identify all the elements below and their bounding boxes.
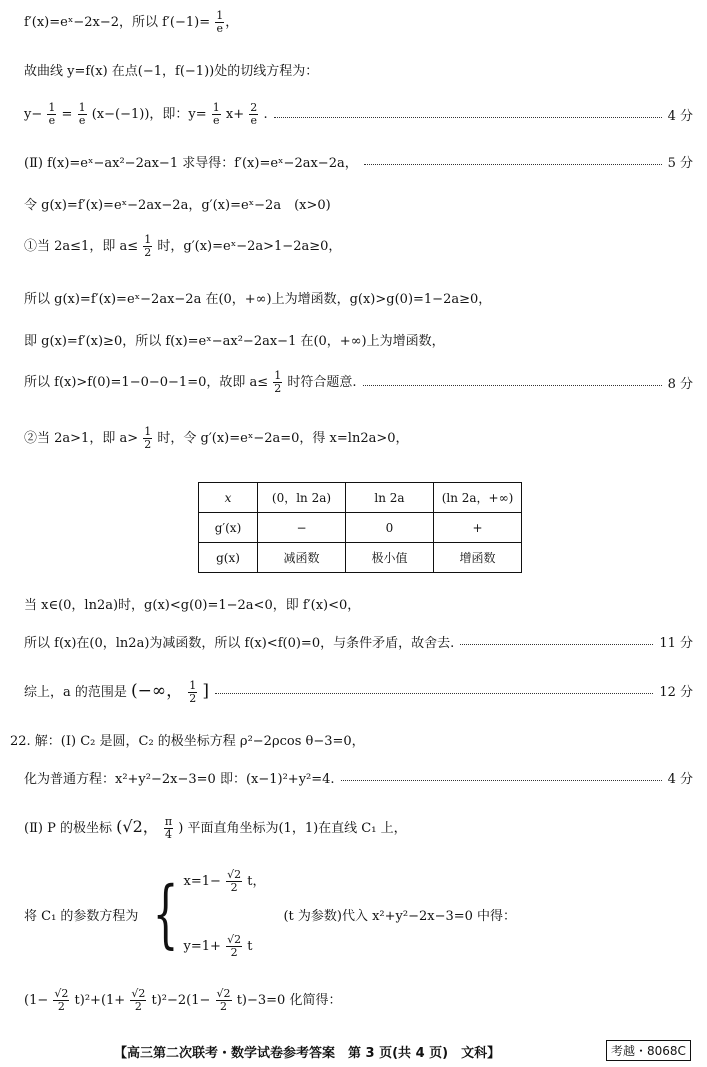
line-g-increasing	[24, 288, 693, 307]
document-code-badge: 考越・8068C	[606, 1040, 691, 1061]
score-label: 11 分	[659, 636, 693, 651]
denominator: e	[48, 114, 56, 127]
fraction	[226, 869, 242, 894]
score-label: 4 分	[667, 109, 693, 124]
numerator: √2	[227, 868, 242, 881]
table-cell: 0	[346, 513, 434, 543]
table-cell: 极小值	[346, 543, 434, 573]
line-text: f′(x)=eˣ−2x−2，所以 f′(−1)= $\frac{1}{e}$ ，	[24, 9, 239, 35]
text: t，	[247, 874, 266, 889]
dotted-leader	[460, 644, 653, 645]
line-text: 令 g(x)=f′(x)=eˣ−2ax−2a，g′(x)=eˣ−2a (x>0)	[24, 198, 331, 213]
text: ②当 2a>1，即 a>	[24, 431, 139, 446]
fraction	[215, 10, 224, 35]
line-text	[24, 988, 341, 1013]
denominator: 4	[165, 828, 173, 841]
numerator: 1	[212, 101, 220, 114]
denominator: e	[250, 114, 258, 127]
text: .	[263, 107, 268, 122]
numerator: 2	[250, 101, 258, 114]
text: ]	[202, 681, 209, 701]
fraction	[47, 102, 56, 127]
dotted-leader	[363, 385, 662, 386]
text: =	[61, 107, 73, 122]
dotted-leader	[364, 164, 662, 165]
line-substituted-equation	[24, 988, 693, 1013]
line-text	[24, 426, 409, 451]
line-tangent-intro	[24, 60, 693, 79]
fraction	[164, 816, 173, 841]
fraction	[78, 102, 87, 127]
table-cell: 增函数	[434, 543, 522, 573]
fraction	[143, 426, 152, 451]
page-footer	[0, 1040, 707, 1060]
line-text: 所以 f(x)在(0，ln2a)为减函数，所以 f(x)<f(0)=0，与条件矛盾，故舍去.	[24, 636, 455, 651]
score-label: 4 分	[667, 772, 693, 787]
denominator: 2	[189, 692, 197, 705]
fraction	[188, 680, 197, 705]
line-text: 22. 解：(Ⅰ) C₂ 是圆，C₂ 的极坐标方程 ρ²−2ρcos θ−3=0，	[10, 734, 365, 749]
numerator: √2	[227, 933, 242, 946]
fraction	[130, 988, 146, 1013]
table-cell: ln 2a	[346, 483, 434, 513]
denominator: 2	[57, 1000, 65, 1013]
denominator: 2	[144, 246, 152, 259]
fraction	[273, 370, 282, 395]
text: (√2，	[116, 817, 159, 836]
line-text	[24, 370, 357, 395]
denominator: 2	[220, 1000, 228, 1013]
numerator: √2	[54, 987, 69, 1000]
denominator: e	[213, 114, 220, 127]
line-case-two	[24, 426, 693, 451]
line-polar-point	[24, 814, 693, 841]
table-row	[199, 513, 522, 543]
denominator: 2	[144, 438, 152, 451]
denominator: 2	[230, 881, 238, 894]
table-cell: +	[434, 513, 522, 543]
fraction	[143, 234, 152, 259]
text: 综上，a 的范围是	[24, 685, 127, 700]
table-cell: −	[258, 513, 346, 543]
equation-y	[184, 934, 266, 959]
numerator: 1	[144, 425, 152, 438]
table-cell: (ln 2a，+∞)	[434, 483, 522, 513]
dotted-leader	[274, 117, 662, 118]
line-text	[24, 676, 209, 705]
fraction	[53, 988, 69, 1013]
parametric-equation-block	[24, 868, 516, 960]
line-summary-range	[24, 676, 693, 705]
text: t	[247, 939, 253, 954]
line-derivative-at-minus-one	[24, 10, 693, 35]
line-g-negative	[24, 594, 693, 613]
score-label: 8 分	[667, 377, 693, 392]
text: 时符合题意.	[287, 375, 357, 390]
line-standard-equation	[24, 768, 693, 787]
line-text: 即 g(x)=f′(x)≥0，所以 f(x)=eˣ−ax²−2ax−1 在(0，+∞)上为增函数，	[24, 334, 445, 349]
text: y=1+	[183, 939, 221, 954]
text: 所以 f(x)>f(0)=1−0−0−1=0，故即 a≤	[24, 375, 269, 390]
table-row	[199, 483, 522, 513]
dotted-leader	[215, 693, 653, 694]
line-text	[24, 102, 268, 127]
line-text: 故曲线 y=f(x) 在点(−1，f(−1))处的切线方程为：	[24, 64, 319, 79]
fraction	[226, 934, 242, 959]
text: x+	[225, 107, 245, 122]
line-part2-derivative	[24, 152, 693, 171]
text: y−	[24, 107, 43, 122]
denominator: 2	[274, 382, 282, 395]
score-label: 12 分	[659, 685, 693, 700]
line-text: (Ⅱ) f(x)=eˣ−ax²−2ax−1 求导得：f′(x)=eˣ−2ax−2a，	[24, 156, 358, 171]
numerator: 1	[144, 233, 152, 246]
line-define-g	[24, 194, 693, 213]
line-case-one-conclusion	[24, 370, 693, 395]
dotted-leader	[341, 780, 662, 781]
denominator: 2	[134, 1000, 142, 1013]
text: (x−(−1))，即：y=	[91, 107, 207, 122]
line-q22-part1	[10, 730, 693, 749]
text: 时，令 g′(x)=eˣ−2a=0，得 x=ln2a>0，	[157, 431, 409, 446]
score-label: 5 分	[667, 156, 693, 171]
numerator: 1	[48, 101, 56, 114]
equation-x	[184, 869, 266, 894]
fraction	[249, 102, 258, 127]
table-cell: g′(x)	[199, 513, 258, 543]
fraction	[216, 988, 232, 1013]
text: 将 C₁ 的参数方程为	[24, 908, 139, 924]
table-cell: 减函数	[258, 543, 346, 573]
line-contradiction	[24, 632, 693, 651]
text: (−∞，	[131, 681, 184, 701]
table-cell: (0，ln 2a)	[258, 483, 346, 513]
text: 时，g′(x)=eˣ−2a>1−2a≥0，	[157, 239, 342, 254]
denominator: 2	[230, 946, 238, 959]
denominator: e	[216, 22, 223, 35]
text: t)−3=0 化简得：	[236, 993, 342, 1008]
table-row	[199, 543, 522, 573]
numerator: √2	[216, 987, 231, 1000]
line-case-one	[24, 234, 693, 259]
numerator: 1	[189, 679, 197, 692]
sign-table	[198, 482, 522, 573]
text: x=1−	[183, 874, 221, 889]
line-text: 化为普通方程：x²+y²−2x−3=0 即：(x−1)²+y²=4.	[24, 772, 335, 787]
line-text: 当 x∈(0，ln2a)时，g(x)<g(0)=1−2a<0，即 f′(x)<0，	[24, 598, 361, 613]
table-cell: x	[199, 483, 258, 513]
numerator: 1	[216, 9, 224, 22]
line-tangent-equation	[24, 102, 693, 127]
text: f′(x)=eˣ−2x−2，所以 f′(−1)=	[24, 15, 211, 30]
fraction	[212, 102, 221, 127]
numerator: π	[164, 815, 173, 828]
equation-system	[184, 869, 266, 959]
text: t)²+(1+	[74, 993, 126, 1008]
text: ①当 2a≤1，即 a≤	[24, 239, 139, 254]
line-text	[24, 814, 407, 841]
line-text: 所以 g(x)=f′(x)=eˣ−2ax−2a 在(0，+∞)上为增函数，g(x)>g(0)=1−2a≥0，	[24, 292, 492, 307]
numerator: 1	[274, 369, 282, 382]
text: (t 为参数)代入 x²+y²−2x−3=0 中得：	[283, 908, 517, 924]
numerator: 1	[78, 101, 86, 114]
text: ) 平面直角坐标为(1，1)在直线 C₁ 上，	[178, 821, 407, 836]
numerator: √2	[131, 987, 146, 1000]
line-text	[24, 234, 341, 259]
line-f-increasing	[24, 330, 693, 349]
text: (1−	[24, 993, 49, 1008]
text: (Ⅱ) P 的极坐标	[24, 821, 112, 836]
brace-symbol: {	[153, 871, 179, 957]
denominator: e	[78, 114, 86, 127]
footer-text: 【高三第二次联考・数学试卷参考答案 第 3 页(共 4 页) 文科】	[114, 1046, 501, 1061]
table-cell: g(x)	[199, 543, 258, 573]
text: t)²−2(1−	[151, 993, 211, 1008]
